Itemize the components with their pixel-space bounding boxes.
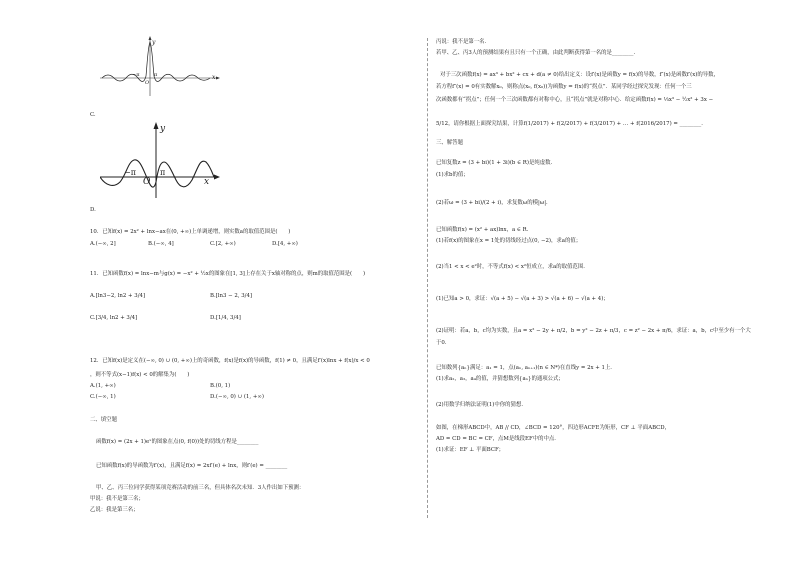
q11-option-b: B.[ln3 − 2, 3/4] bbox=[210, 293, 252, 299]
q21-stem-line2: AD = CD = BC = CF，点M是线段EF中的中点． bbox=[436, 436, 560, 442]
q13-stem: 函数f(x) = (2x + 1)eˣ的图象在点(0, f(0))处的切线方程是________ bbox=[96, 439, 259, 445]
q12-stem-line2: ，则不等式(x−1)f(x) < 0的解集为( ) bbox=[90, 372, 190, 378]
option-d-label: D. bbox=[90, 207, 96, 213]
q10-option-c: C.[2, +∞) bbox=[210, 241, 236, 247]
q15-stem: 甲、乙、丙三位同学获得某项竞赛活动的前三名，但具体名次未知．3人作出如下预测： bbox=[96, 485, 305, 491]
graph-d-origin: O bbox=[143, 177, 151, 187]
graph-d-pi: π bbox=[160, 168, 166, 177]
option-c-label: C. bbox=[90, 112, 96, 118]
q20-stem: 已知数列{aₙ}满足：a₁ = 1，点(aₙ, aₙ₊₁)(n ∈ N*)在直线y = 2x + 1上． bbox=[436, 365, 616, 371]
q16-line3: 次函数都有“拐点”；任何一个三次函数都有对称中心，且“拐点”就是对称中心．给定函数f(x) = ⅓x³ − ½x² + 3x − bbox=[436, 97, 714, 103]
q19-part2-line1: (2)证明：若a，b，c均为实数，且a = x² − 2y + π/2，b = y² − 2z + π/3，c = z² − 2x + π/6，求证：a，b，c中至少有一个大 bbox=[436, 328, 751, 334]
q11-stem: 11．已知函数f(x) = lnx−m与g(x) = −x² + ½x的图象在[1, 3]上存在关于x轴对称的点，则m的取值范围是( ) bbox=[90, 271, 366, 277]
q12-option-c: C.(−∞, 1) bbox=[90, 394, 116, 400]
graph-c-neg-pi: −π bbox=[132, 72, 140, 78]
q11-option-a: A.[ln3−2, ln2 + 3/4] bbox=[90, 293, 146, 299]
q12-option-b: B.(0, 1) bbox=[210, 383, 231, 389]
q16-line1: 对于三次函数f(x) = ax³ + bx² + cx + d(a ≠ 0)给出定义：设f′(x)是函数y = f(x)的导数，f″(x)是函数f′(x)的导数， bbox=[440, 72, 719, 78]
q10-option-d: D.[4, +∞) bbox=[272, 241, 298, 247]
graph-c-origin: O bbox=[145, 80, 150, 86]
q19-part1: (1)已知a > 0，求证：√(a + 5) − √(a + 3) > √(a + 6) − √(a + 4)； bbox=[436, 296, 609, 302]
q12-stem-line1: 12．已知f(x)是定义在(−∞, 0) ∪ (0, +∞)上的奇函数，f(x)是f(x)的导函数，f(1) ≠ 0，且满足f′(x)lnx + f(x)/x < 0 bbox=[90, 358, 370, 364]
q14-stem: 已知函数f(x)的导函数为f′(x)，且满足f(x) = 2xf′(e) + lnx，则f′(e) = ________ bbox=[96, 463, 288, 469]
q16-line4: 5/12，请你根据上面探究结果，计算f(1/2017) + f(2/2017) + f(3/2017) + … + f(2016/2017) = ________． bbox=[436, 121, 707, 127]
section-answer-title: 三、解答题 bbox=[436, 140, 463, 146]
graph-d-neg-pi: −π bbox=[124, 168, 136, 177]
q17-part1: (1)求b的值； bbox=[436, 172, 469, 178]
column-divider bbox=[427, 38, 428, 518]
q15-statement-jia: 甲说：我不是第三名； bbox=[90, 496, 144, 502]
q12-option-a: A.(1, +∞) bbox=[90, 383, 116, 389]
q16-line2: 若方程f″(x) = 0有实数解x₀，则称点(x₀, f(x₀))为函数y = f(x)的“拐点”．某同学经过探究发现：任何一个三 bbox=[436, 84, 692, 90]
q10-option-a: A.(−∞, 2] bbox=[90, 241, 116, 247]
q18-stem: 已知函数f(x) = (x² + ax)lnx，a ∈ R． bbox=[436, 227, 533, 233]
right-column bbox=[434, 0, 774, 562]
graph-c-pi: π bbox=[154, 72, 158, 78]
q15-statement-yi: 乙说：我是第三名； bbox=[90, 507, 139, 513]
graph-c-x-label: x bbox=[212, 74, 216, 81]
q18-part1: (1)若f(x)的图象在x = 1处的切线经过点(0, −2)，求a的值； bbox=[436, 238, 582, 244]
graph-d-x-label: x bbox=[204, 177, 210, 187]
q10-option-b: B.(−∞, 4] bbox=[148, 241, 174, 247]
q10-stem: 10．已知f(x) = 2x² + lnx−ax在(0, +∞)上单调递增，则实数a的取值范围是( ) bbox=[90, 229, 291, 235]
q18-part2: (2)当1 < x < e²时，不等式f(x) < x²恒成立，求a的取值范围． bbox=[436, 264, 589, 270]
graph-c-y-label: y bbox=[152, 39, 156, 46]
q17-part2: (2)若ω = (3 + bi)/(2 + i)，求复数ω的模|ω|． bbox=[436, 200, 552, 206]
graph-d-y-label: y bbox=[160, 124, 166, 134]
q15-statement-bing: 丙说：我不是第一名． bbox=[436, 39, 490, 45]
q20-part2: (2)用数学归纳法证明(1)中你的猜想． bbox=[436, 402, 527, 408]
q19-part2-line2: 于0． bbox=[436, 340, 451, 346]
graph-c bbox=[100, 36, 220, 96]
section-fill-in-title: 二、填空题 bbox=[90, 417, 117, 423]
q15-question: 若甲、乙、丙3人的预测结果有且只有一个正确，由此判断获得第一名的是________． bbox=[436, 50, 639, 56]
q12-option-d: D.(−∞, 0) ∪ (1, +∞) bbox=[210, 394, 264, 400]
q11-option-c: C.[3/4, ln2 + 3/4] bbox=[90, 315, 138, 321]
q11-option-d: D.[1/4, 3/4] bbox=[210, 315, 241, 321]
q21-stem-line1: 如图，在梯形ABCD中，AB // CD，∠BCD = 120°，四边形ACFE为矩形，CF ⊥ 平面ABCD， bbox=[436, 425, 670, 431]
left-column bbox=[88, 0, 418, 562]
q20-part1: (1)求a₂，a₃，a₄的值，并猜想数列{aₙ}的通项公式； bbox=[436, 376, 564, 382]
q17-stem: 已知复数z = (3 + bi)(1 + 3i)(b ∈ R)是纯虚数． bbox=[436, 160, 556, 166]
q21-part1: (1)求证：EF ⊥ 平面BCF； bbox=[436, 447, 505, 453]
